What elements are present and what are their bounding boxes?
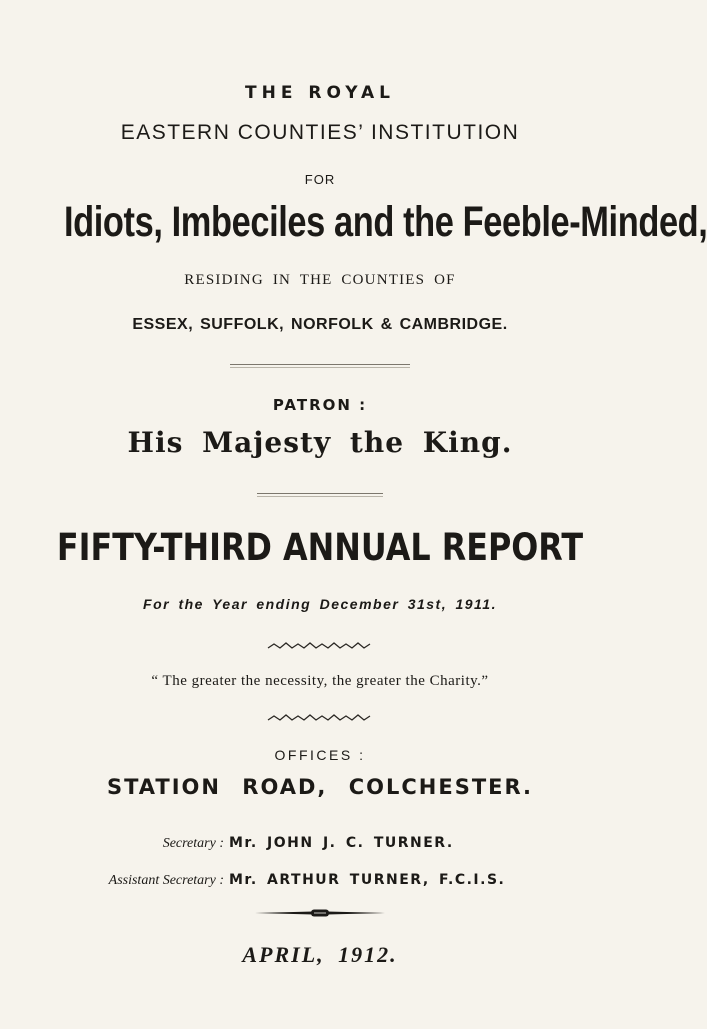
assistant-secretary-label: Assistant Secretary :: [108, 873, 224, 888]
divider-rule: [230, 364, 410, 365]
divider-rule: [230, 367, 410, 368]
divider-rule: [257, 493, 383, 494]
the-royal-heading: THE ROYAL: [245, 83, 395, 103]
residing-line: RESIDING IN THE COUNTIES OF: [184, 272, 456, 288]
secretary-name: Mr. JOHN J. C. TURNER.: [229, 835, 454, 851]
motto: “ The greater the necessity, the greater the Charity.”: [151, 673, 489, 689]
report-period: For the Year ending December 31st, 1911.: [143, 596, 497, 612]
wavy-ornament: [0, 712, 640, 724]
counties-line: ESSEX, SUFFOLK, NORFOLK & CAMBRIDGE.: [132, 316, 508, 333]
for-label: FOR: [304, 172, 336, 187]
report-title: FIFTY-THIRD ANNUAL REPORT: [56, 526, 584, 569]
divider-rule: [257, 496, 383, 497]
subject-heading: Idiots, Imbeciles and the Feeble-Minded,: [64, 198, 707, 246]
patron-name: His Majesty the King.: [127, 426, 513, 459]
offices-address: STATION ROAD, COLCHESTER.: [106, 775, 534, 799]
patron-label: PATRON :: [272, 396, 368, 414]
publication-date: APRIL, 1912.: [242, 942, 398, 967]
offices-label: OFFICES :: [274, 747, 366, 763]
assistant-secretary-name: Mr. ARTHUR TURNER, F.C.I.S.: [229, 872, 506, 888]
tapered-rule-ornament: [255, 908, 385, 918]
secretary-label: Secretary :: [162, 836, 224, 851]
wavy-ornament: [0, 640, 640, 652]
institution-name: EASTERN COUNTIES’ INSTITUTION: [120, 121, 520, 144]
